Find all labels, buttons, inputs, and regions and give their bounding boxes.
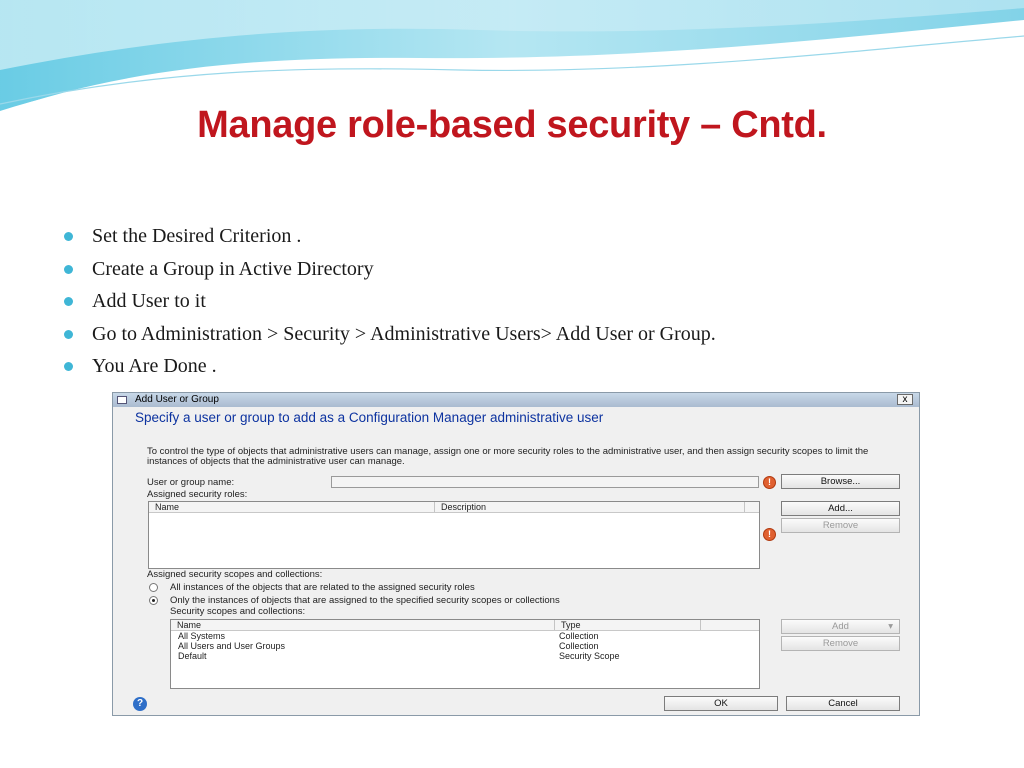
roles-list-header (149, 502, 759, 513)
add-role-button[interactable]: Add... (781, 501, 900, 516)
security-roles-list[interactable] (148, 501, 760, 569)
slide-title: Manage role-based security – Cntd. (197, 104, 827, 146)
dialog-heading: Specify a user or group to add as a Configuration Manager administrative user (135, 410, 604, 425)
bullet-text: Go to Administration > Security > Administrative Users> Add User or Group. (92, 322, 716, 345)
scopes-list-header (171, 620, 759, 631)
scope-row-name[interactable]: All Systems (178, 631, 226, 641)
bullet-item (64, 255, 716, 288)
add-user-or-group-dialog (112, 392, 920, 716)
dialog-window-title: Add User or Group (135, 394, 219, 405)
decorative-wave-header (0, 0, 1024, 120)
bullet-text: You Are Done . (92, 355, 217, 377)
roles-description-column-header[interactable]: Description (435, 502, 745, 512)
ok-button[interactable]: OK (664, 696, 778, 711)
error-icon: ! (763, 476, 776, 489)
scope-row-type: Collection (559, 631, 599, 641)
only-instances-radio-label: Only the instances of objects that are assigned to the specified security scopes or collections (170, 595, 560, 606)
bullet-text: Add User to it (92, 290, 206, 312)
security-scopes-list[interactable] (170, 619, 760, 689)
user-group-name-input[interactable] (331, 476, 759, 488)
bullet-dot-icon (64, 330, 73, 339)
dialog-titlebar[interactable] (113, 393, 919, 407)
bullet-item (64, 287, 716, 320)
roles-name-column-header[interactable]: Name (149, 502, 435, 512)
scope-row-name[interactable]: Default (178, 651, 207, 661)
remove-role-button[interactable]: Remove (781, 518, 900, 533)
browse-button[interactable]: Browse... (781, 474, 900, 489)
all-instances-radio[interactable] (149, 583, 158, 592)
scopes-name-column-header[interactable]: Name (171, 620, 555, 630)
chevron-down-icon: ▾ (888, 621, 893, 632)
scope-row-type: Collection (559, 641, 599, 651)
close-button[interactable]: x (897, 394, 913, 405)
security-scopes-label: Security scopes and collections: (170, 606, 306, 617)
bullet-list (64, 222, 716, 385)
scope-row-name[interactable]: All Users and User Groups (178, 641, 286, 651)
window-icon (117, 396, 127, 404)
add-scope-dropdown-button[interactable] (781, 619, 900, 634)
bullet-dot-icon (64, 362, 73, 371)
user-group-name-label: User or group name: (147, 477, 235, 488)
cancel-button[interactable]: Cancel (786, 696, 900, 711)
bullet-item (64, 320, 716, 353)
dialog-description: To control the type of objects that administrative users can manage, assign one or more security roles to the administrative user, and then assign security scopes to limit the instances of objects that the administrative user can manage. (147, 446, 869, 467)
scope-row-type: Security Scope (559, 651, 620, 661)
scopes-type-column-header[interactable]: Type (555, 620, 701, 630)
add-scope-label: Add (832, 621, 849, 632)
bullet-dot-icon (64, 232, 73, 241)
assigned-scopes-label: Assigned security scopes and collections: (147, 569, 323, 580)
bullet-dot-icon (64, 297, 73, 306)
help-icon[interactable]: ? (133, 697, 147, 711)
bullet-text: Create a Group in Active Directory (92, 257, 374, 280)
all-instances-radio-label: All instances of the objects that are related to the assigned security roles (170, 582, 475, 593)
assigned-security-roles-label: Assigned security roles: (147, 489, 248, 500)
bullet-item (64, 352, 716, 385)
bullet-text: Set the Desired Criterion . (92, 225, 302, 247)
remove-scope-button[interactable]: Remove (781, 636, 900, 651)
bullet-item (64, 222, 716, 255)
only-instances-radio[interactable] (149, 596, 158, 605)
error-icon: ! (763, 528, 776, 541)
bullet-dot-icon (64, 265, 73, 274)
